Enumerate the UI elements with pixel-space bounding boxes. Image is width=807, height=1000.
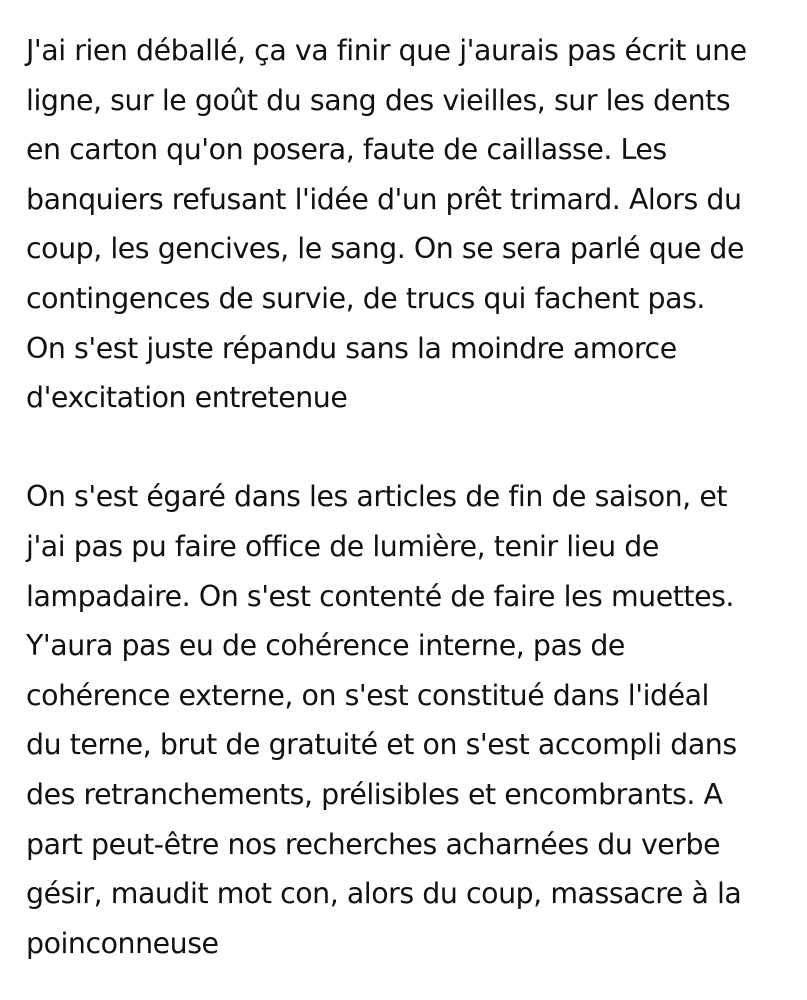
text-line: d'excitation entretenue	[26, 381, 348, 415]
text-line: coup, les gencives, le sang. On se sera parlé que de	[26, 232, 745, 266]
text-line: des retranchements, prélisibles et encombrants. A	[26, 777, 723, 811]
text-line: poinconneuse	[26, 926, 219, 960]
text-line: lampadaire. On s'est contenté de faire les muettes.	[26, 579, 735, 613]
text-line: part peut-être nos recherches acharnées du verbe	[26, 827, 721, 861]
text-line: On s'est juste répandu sans la moindre amorce	[26, 331, 677, 365]
text-line: On s'est égaré dans les articles de fin de saison, et	[26, 480, 728, 514]
text-line: gésir, maudit mot con, alors du coup, massacre à la	[26, 877, 742, 911]
text-line: Y'aura pas eu de cohérence interne, pas de	[26, 629, 625, 663]
text-line: contingences de survie, de trucs qui fachent pas.	[26, 281, 705, 315]
paragraph-1	[26, 26, 786, 423]
text-line: j'ai pas pu faire office de lumière, tenir lieu de	[26, 529, 659, 563]
text-line: banquiers refusant l'idée d'un prêt trimard. Alors du	[26, 182, 742, 216]
paragraph-spacing	[26, 423, 786, 473]
text-line: ligne, sur le goût du sang des vieilles, sur les dents	[26, 83, 731, 117]
text-line: en carton qu'on posera, faute de caillasse. Les	[26, 133, 667, 167]
text-line: du terne, brut de gratuité et on s'est accompli dans	[26, 728, 737, 762]
text-line: J'ai rien déballé, ça va finir que j'aurais pas écrit une	[26, 34, 747, 67]
paragraph-2	[26, 472, 786, 968]
text-line: cohérence externe, on s'est constitué dans l'idéal	[26, 678, 709, 712]
document-page	[26, 26, 786, 968]
